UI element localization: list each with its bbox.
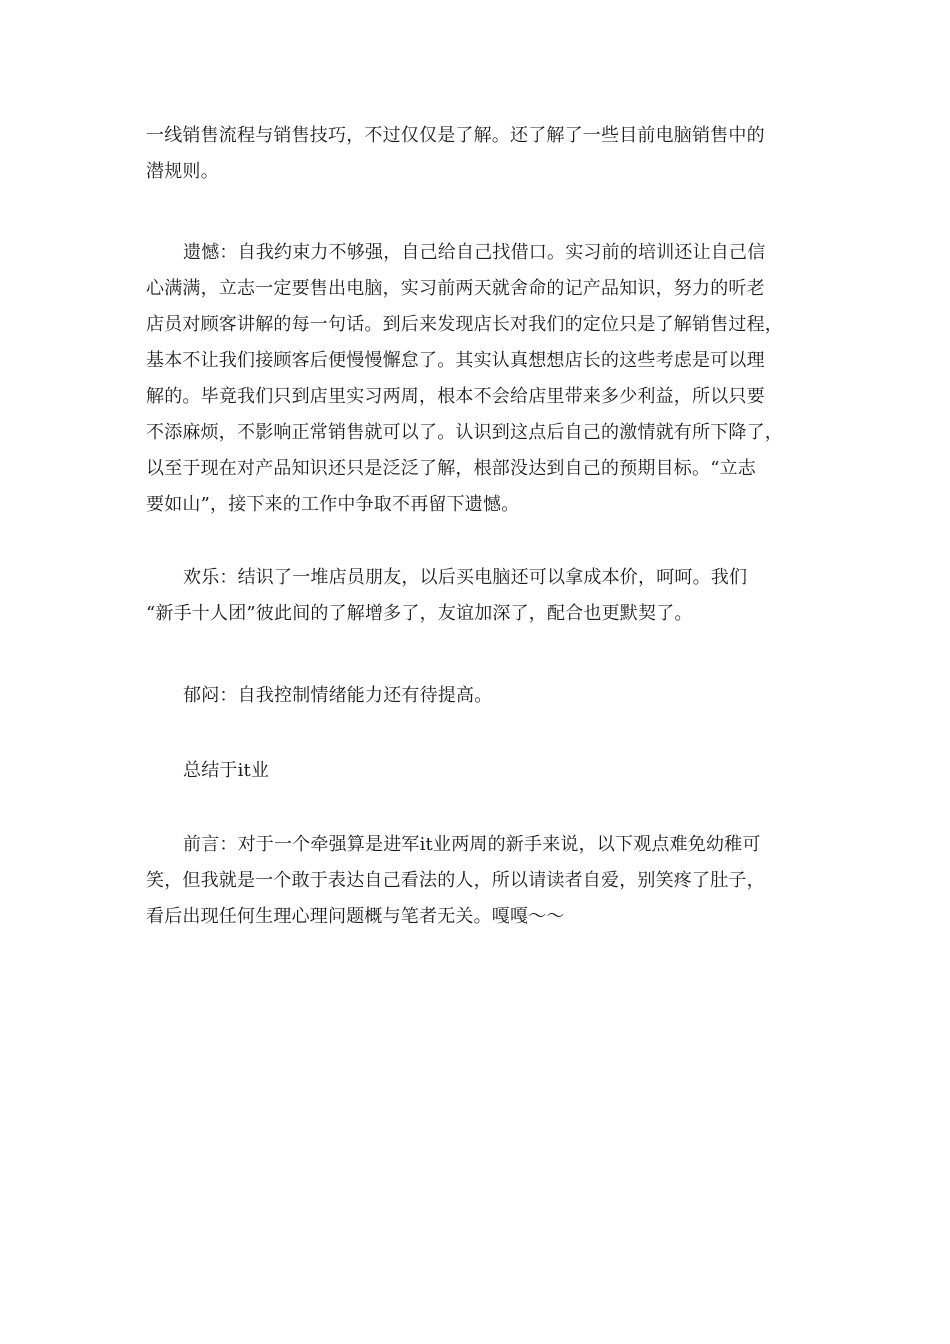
text-line: 要如山”，接下来的工作中争取不再留下遗憾。 bbox=[146, 494, 520, 515]
text-line: 解的。毕竟我们只到店里实习两周，根本不会给店里带来多少利益，所以只要 bbox=[146, 386, 765, 407]
text-line: 一线销售流程与销售技巧，不过仅仅是了解。还了解了一些目前电脑销售中的 bbox=[146, 125, 765, 146]
text-line: 基本不让我们接顾客后便慢慢懈怠了。其实认真想想店长的这些考虑是可以理 bbox=[146, 350, 765, 371]
text-line: 不添麻烦，不影响正常销售就可以了。认识到这点后自己的激情就有所下降了， bbox=[146, 422, 783, 443]
text-line: 笑，但我就是一个敢于表达自己看法的人，所以请读者自爱，别笑疼了肚子， bbox=[146, 870, 765, 891]
text-line: 看后出现任何生理心理问题概与笔者无关。嘎嘎～～ bbox=[146, 906, 565, 927]
text-line: 前言：对于一个牵强算是进军it业两周的新手来说，以下观点难免幼稚可 bbox=[183, 834, 761, 855]
text-line: “新手十人团”彼此间的了解增多了，友谊加深了，配合也更默契了。 bbox=[146, 603, 693, 624]
text-line: 潜规则。 bbox=[146, 161, 219, 182]
paragraph-joy bbox=[146, 560, 806, 632]
text-line: 心满满，立志一定要售出电脑，实习前两天就舍命的记产品知识，努力的听老 bbox=[146, 278, 765, 299]
paragraph-regret bbox=[146, 235, 806, 523]
text-line: 遗憾：自我约束力不够强，自己给自己找借口。实习前的培训还让自己信 bbox=[183, 242, 766, 263]
text-line: 郁闷：自我控制情绪能力还有待提高。 bbox=[183, 685, 493, 706]
text-line: 以至于现在对产品知识还只是泛泛了解，根部没达到自己的预期目标。“立志 bbox=[146, 458, 756, 479]
text-line: 欢乐：结识了一堆店员朋友，以后买电脑还可以拿成本价，呵呵。我们 bbox=[183, 567, 748, 588]
text-line: 店员对顾客讲解的每一句话。到后来发现店长对我们的定位只是了解销售过程， bbox=[146, 314, 783, 335]
paragraph-continuation bbox=[146, 118, 806, 190]
paragraph-preface bbox=[146, 827, 806, 935]
section-heading bbox=[146, 753, 806, 789]
heading-text: 总结于it业 bbox=[183, 760, 270, 781]
paragraph-frustration bbox=[146, 678, 806, 714]
